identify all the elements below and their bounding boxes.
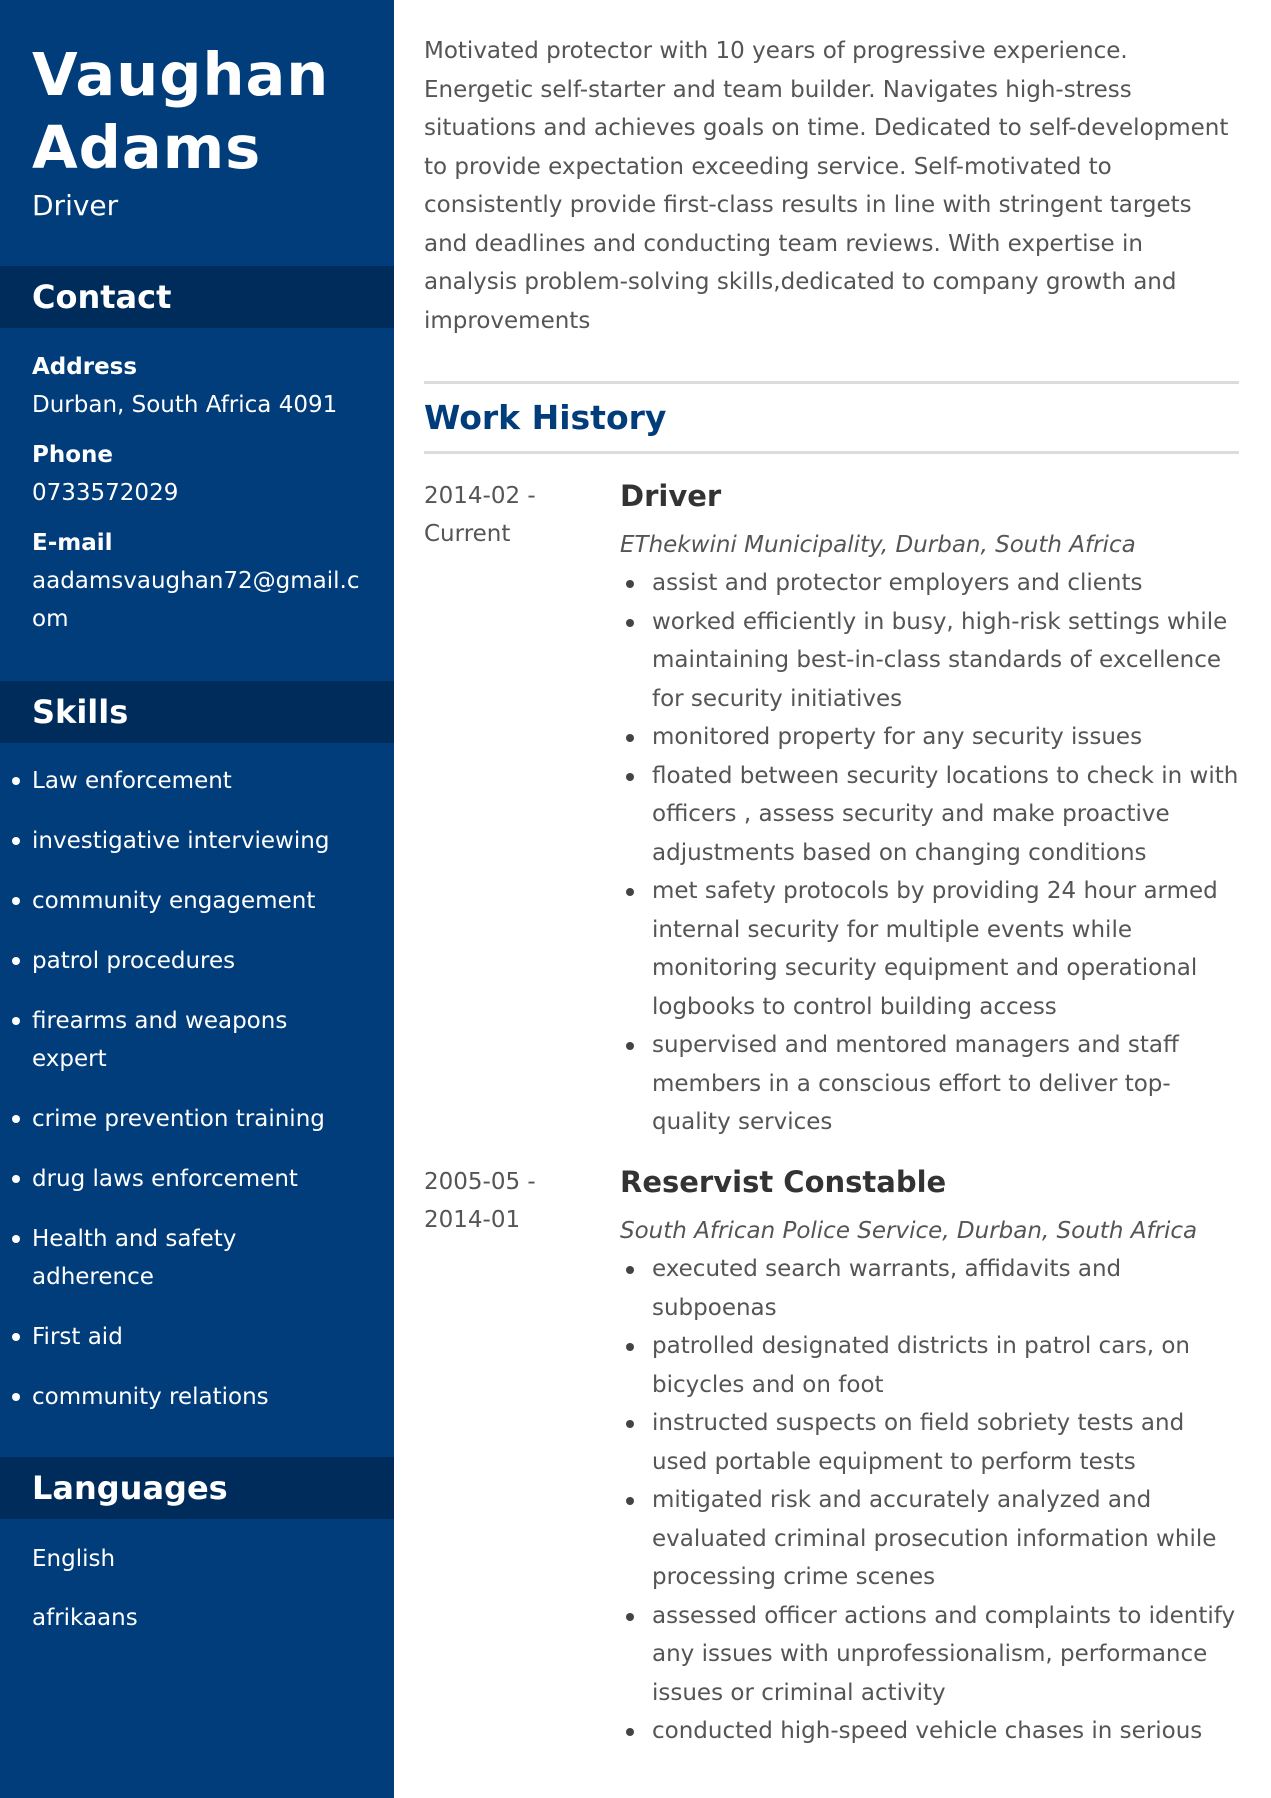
skill-item: First aid <box>32 1318 362 1356</box>
job-date-end: Current <box>424 521 511 547</box>
candidate-name <box>32 38 382 184</box>
list-item: instructed suspects on field sobriety tests and used portable equipment to perform tests <box>620 1404 1245 1481</box>
contact-heading: Contact <box>0 266 394 328</box>
sidebar <box>0 0 394 1798</box>
skill-item: Law enforcement <box>32 762 362 800</box>
list-item: mitigated risk and accurately analyzed and evaluated criminal prosecution information while processing crime scenes <box>620 1481 1245 1597</box>
address-label: Address <box>32 354 138 380</box>
language-item: afrikaans <box>32 1605 138 1631</box>
skill-item: community engagement <box>32 882 362 920</box>
last-name: Adams <box>32 113 262 182</box>
email-label: E-mail <box>32 530 113 556</box>
job-date-start: 2014-02 - <box>424 483 536 509</box>
list-item: executed search warrants, affidavits and subpoenas <box>620 1250 1245 1327</box>
job-bullets <box>620 564 1245 1142</box>
list-item: met safety protocols by providing 24 hour armed internal security for multiple events while monitoring security equipment and operational logbooks to control building access <box>620 872 1245 1026</box>
job-date-start: 2005-05 - <box>424 1169 536 1195</box>
job-title: Driver <box>620 479 722 513</box>
candidate-role: Driver <box>32 189 119 222</box>
list-item: supervised and mentored managers and staff members in a conscious effort to deliver top-quality services <box>620 1026 1245 1142</box>
job-employer: South African Police Service, Durban, South Africa <box>620 1218 1198 1244</box>
list-item: worked efficiently in busy, high-risk settings while maintaining best-in-class standards of excellence for security initiatives <box>620 603 1245 719</box>
list-item: assessed officer actions and complaints to identify any issues with unprofessionalism, performance issues or criminal activity <box>620 1597 1245 1713</box>
phone-label: Phone <box>32 442 114 468</box>
skill-item: community relations <box>32 1378 362 1416</box>
skill-item: firearms and weapons expert <box>32 1002 322 1078</box>
job-title: Reservist Constable <box>620 1165 947 1199</box>
job-bullets <box>620 1250 1245 1751</box>
list-item: conducted high-speed vehicle chases in serious <box>620 1712 1245 1751</box>
list-item: patrolled designated districts in patrol cars, on bicycles and on foot <box>620 1327 1245 1404</box>
job-date-end: 2014-01 <box>424 1207 521 1233</box>
skills-heading: Skills <box>0 681 394 743</box>
skill-item: investigative interviewing <box>32 822 362 860</box>
list-item: floated between security locations to check in with officers , assess security and make proactive adjustments based on changing conditions <box>620 757 1245 873</box>
languages-heading: Languages <box>0 1457 394 1519</box>
section-divider <box>424 381 1239 384</box>
phone-value: 0733572029 <box>32 480 179 506</box>
job-employer: EThekwini Municipality, Durban, South Africa <box>620 532 1136 558</box>
section-divider <box>424 451 1239 454</box>
job-dates <box>424 477 574 553</box>
list-item: assist and protector employers and clients <box>620 564 1245 603</box>
address-value: Durban, South Africa 4091 <box>32 392 338 418</box>
skill-item: Health and safety adherence <box>32 1220 282 1296</box>
work-history-heading: Work History <box>424 398 667 437</box>
skill-item: patrol procedures <box>32 942 362 980</box>
skill-item: crime prevention training <box>32 1100 362 1138</box>
first-name: Vaughan <box>32 40 330 109</box>
language-item: English <box>32 1546 116 1572</box>
professional-summary: Motivated protector with 10 years of progressive experience. Energetic self-starter and team builder. Navigates high-stress situations and achieves goals on time. Dedicated to self-development to provide expectation exceeding service. Self-motivated to consistently provide first-class results in line with stringent targets and deadlines and conducting team reviews. With expertise in analysis problem-solving skills,dedicated to company growth and improvements <box>424 38 1229 334</box>
job-dates <box>424 1163 574 1239</box>
list-item: monitored property for any security issues <box>620 718 1245 757</box>
skill-item: drug laws enforcement <box>32 1160 362 1198</box>
email-value[interactable]: aadamsvaughan72@gmail.com <box>32 568 360 632</box>
